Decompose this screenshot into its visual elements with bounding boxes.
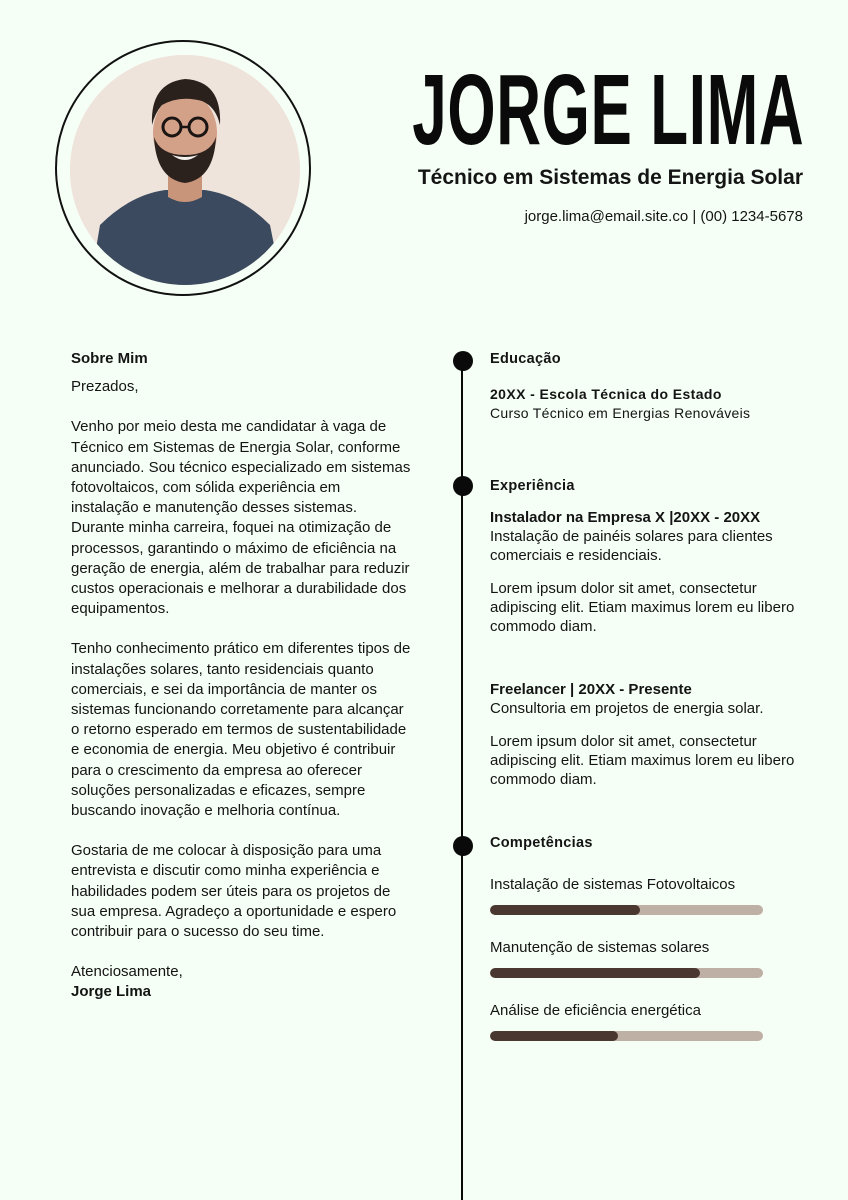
skill-bar-fill — [490, 1031, 618, 1041]
skill-item — [490, 938, 810, 978]
contact-info: jorge.lima@email.site.co | (00) 1234-5678 — [524, 208, 803, 225]
skill-label: Manutenção de sistemas solares — [490, 939, 710, 956]
job-description: Instalação de painéis solares para clientes comerciais e residenciais. — [490, 528, 773, 564]
experience-section — [490, 477, 810, 636]
education-course: Curso Técnico em Energias Renováveis — [490, 405, 751, 421]
about-paragraph: Gostaria de me colocar à disposição para uma entrevista e discutir como minha experiência e habilidades podem ser úteis para os projetos de sua empresa. Agradeço a oportunidade e espero contribuir para o sucesso do seu time. — [71, 842, 397, 941]
timeline-dot-icon — [453, 476, 473, 496]
job-title: Técnico em Sistemas de Energia Solar — [417, 166, 803, 189]
person-portrait-icon — [70, 55, 300, 285]
skill-bar-fill — [490, 968, 700, 978]
education-title: Educação — [490, 351, 561, 367]
skills-title: Competências — [490, 835, 593, 851]
about-heading: Sobre Mim — [71, 350, 148, 367]
skill-item — [490, 875, 810, 915]
skill-bar-track — [490, 968, 763, 978]
skill-label: Análise de eficiência energética — [490, 1002, 701, 1019]
signature: Jorge Lima — [71, 983, 152, 1001]
skill-bar-track — [490, 1031, 763, 1041]
skill-item — [490, 1001, 810, 1041]
profile-photo — [70, 55, 300, 285]
candidate-name: JORGE LIMA — [411, 54, 804, 166]
timeline-dot-icon — [453, 836, 473, 856]
job-entry — [490, 680, 810, 789]
about-paragraph: Venho por meio desta me candidatar à vaga de Técnico em Sistemas de Energia Solar, conforme anunciado. Sou técnico especializado em sistemas fotovoltaicos, com sólida experiência em instalação e manutenção desses sistemas. Durante minha carreira, foquei na otimização de processos, garantindo o máximo de eficiência na geração de energia, além de trabalhar para reduzir custos operacionais e melhorar a durabilidade dos equipamentos. — [71, 418, 411, 618]
skills-section — [490, 834, 810, 1041]
timeline-dot-icon — [453, 351, 473, 371]
experience-title: Experiência — [490, 478, 575, 494]
job-heading: Freelancer | 20XX - Presente — [490, 681, 692, 698]
job-heading: Instalador na Empresa X |20XX - 20XX — [490, 509, 761, 526]
about-paragraph: Tenho conhecimento prático em diferentes tipos de instalações solares, tanto residenciais quanto comerciais, e sei da importância de manter os sistemas funcionando corretamente para alcançar o retorno esperado em termos de sustentabilidade e economia de energia. Meu objetivo é contribuir para o crescimento da empresa ao oferecer soluções personalizadas e eficazes, sempre buscando inovação e melhoria contínua. — [71, 640, 411, 820]
skill-bar-fill — [490, 905, 640, 915]
job-description: Consultoria em projetos de energia solar. — [490, 700, 764, 717]
skill-bar-track — [490, 905, 763, 915]
closing: Atenciosamente, — [71, 963, 183, 981]
education-section — [490, 350, 810, 423]
greeting: Prezados, — [71, 378, 139, 396]
skill-label: Instalação de sistemas Fotovoltaicos — [490, 876, 736, 893]
job-details: Lorem ipsum dolor sit amet, consectetur adipiscing elit. Etiam maximus lorem eu libero commodo diam. — [490, 733, 795, 788]
education-school: 20XX - Escola Técnica do Estado — [490, 386, 722, 402]
job-entry — [490, 508, 810, 636]
about-section — [71, 349, 411, 1003]
job-details: Lorem ipsum dolor sit amet, consectetur adipiscing elit. Etiam maximus lorem eu libero commodo diam. — [490, 580, 795, 635]
